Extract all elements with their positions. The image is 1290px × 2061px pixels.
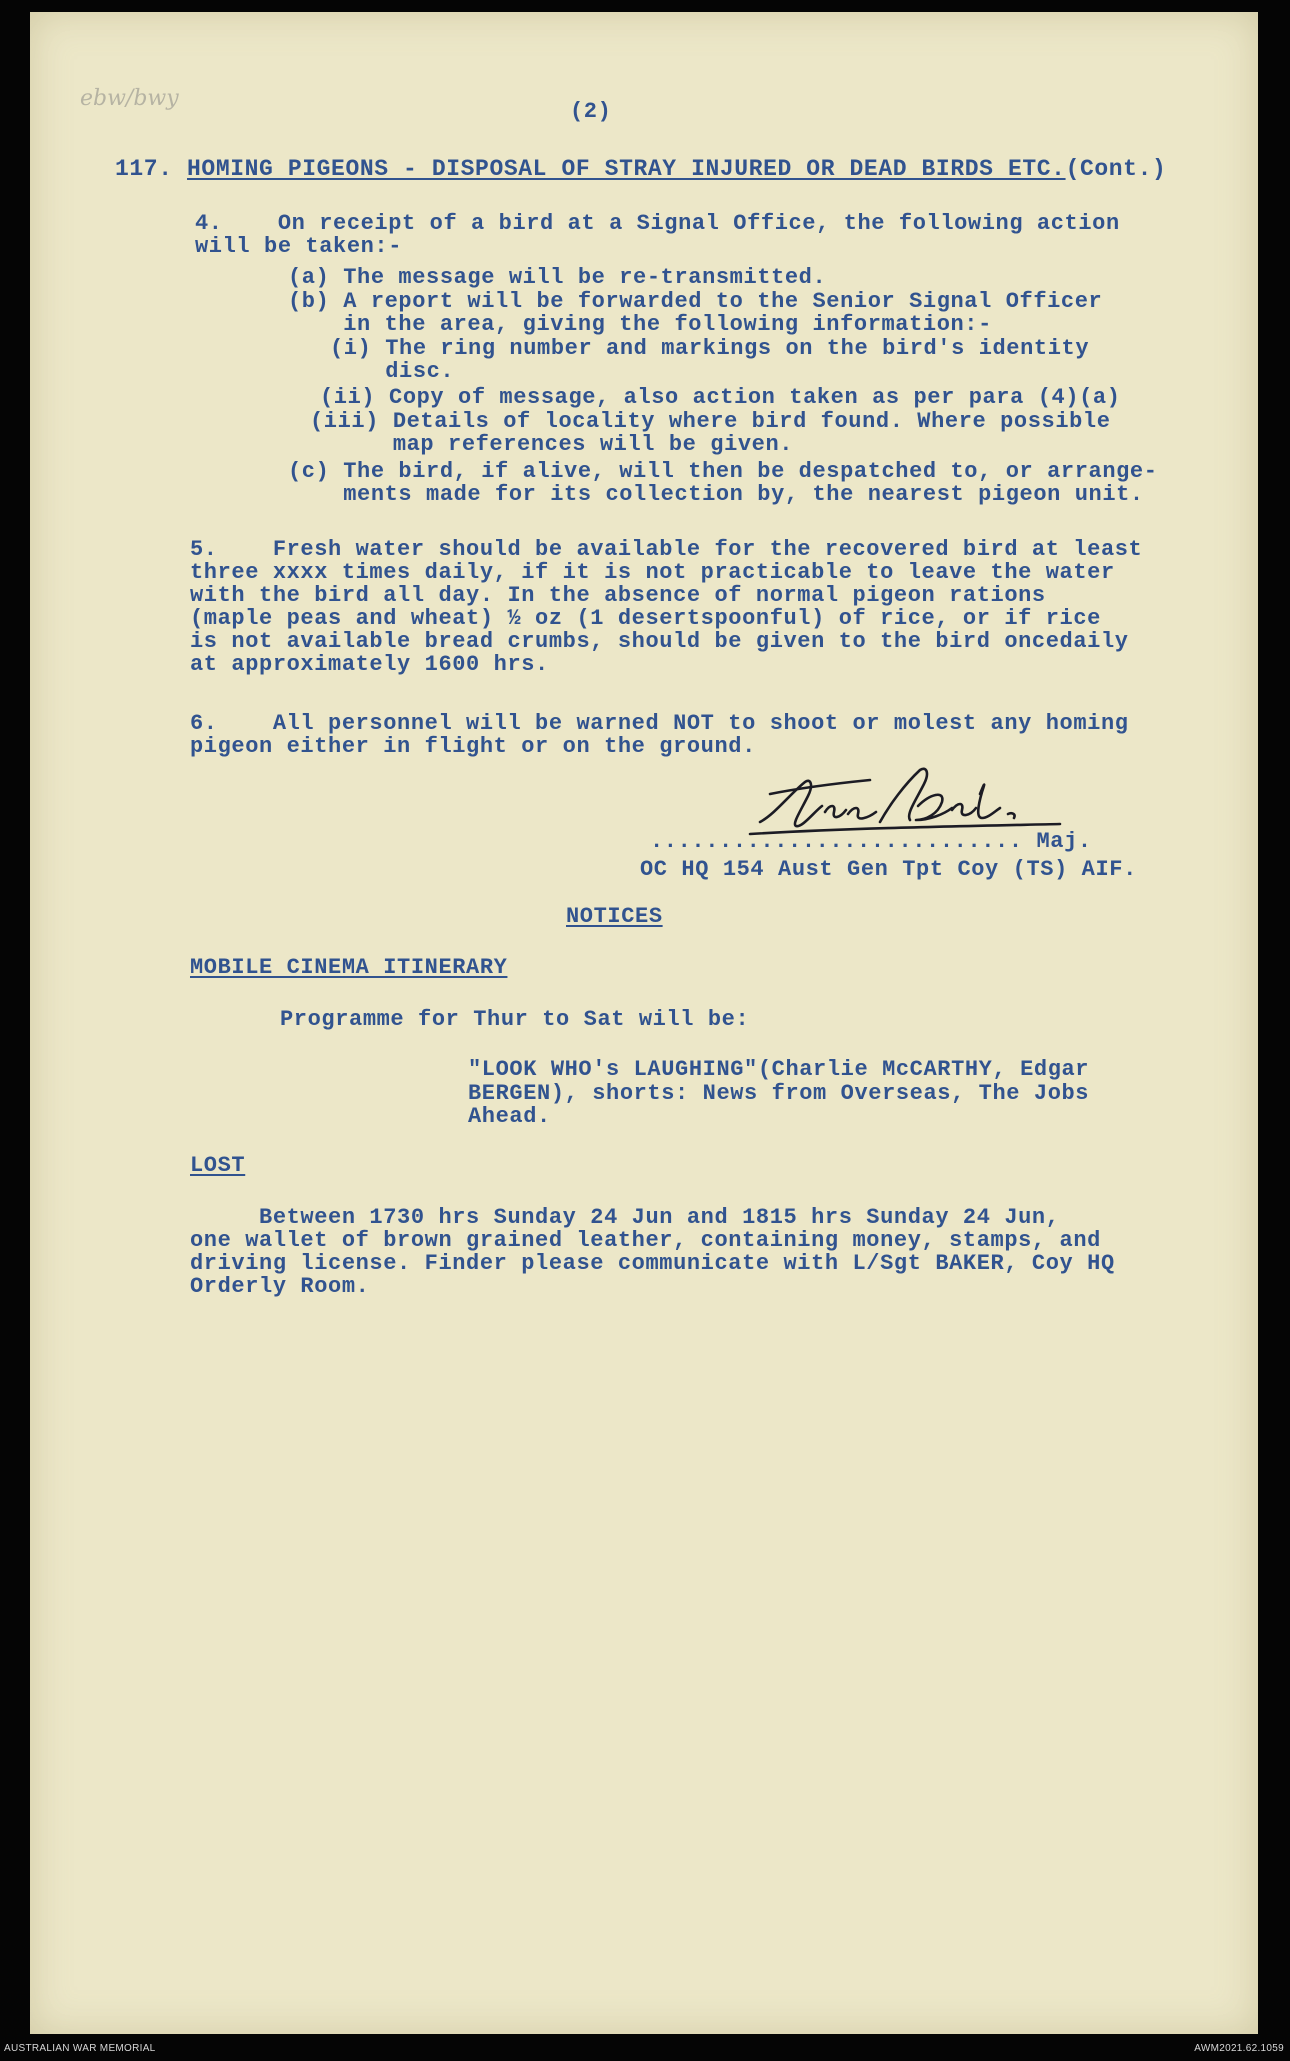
para-4-item-i: (i) The ring number and markings on the bird's identity [330, 336, 1090, 361]
para-5-line: 5. Fresh water should be available for the recovered bird at least [190, 537, 1143, 562]
notices-heading: NOTICES [566, 904, 663, 929]
signature-line [650, 830, 1092, 853]
para-4-item-iii-cont: map references will be given. [310, 432, 794, 457]
signature-rank: Maj. [1036, 829, 1092, 854]
para-117-heading: HOMING PIGEONS - DISPOSAL OF STRAY INJURED OR DEAD BIRDS ETC. [187, 156, 1066, 182]
lost-line: driving license. Finder please communicate with L/Sgt BAKER, Coy HQ [190, 1251, 1115, 1276]
signature-unit: OC HQ 154 Aust Gen Tpt Coy (TS) AIF. [640, 857, 1137, 882]
para-4-item-b: (b) A report will be forwarded to the Senior Signal Officer [288, 289, 1103, 314]
para-4-item-i-cont: disc. [330, 359, 455, 384]
cinema-film-line: BERGEN), shorts: News from Overseas, The Jobs [468, 1081, 1090, 1106]
pencil-annotation: ebw/bwy [80, 86, 179, 111]
cinema-film-line: Ahead. [468, 1104, 551, 1129]
para-4-item-ii: (ii) Copy of message, also action taken as per para (4)(a) [320, 385, 1121, 410]
para-4-item-b-cont: in the area, giving the following information:- [288, 312, 992, 337]
para-117-cont: (Cont.) [1065, 156, 1167, 182]
document-page [30, 12, 1258, 2034]
para-117-number: 117. [115, 156, 173, 182]
para-6-line: pigeon either in flight or on the ground. [190, 734, 756, 759]
para-4-item-iii: (iii) Details of locality where bird found. Where possible [310, 409, 1111, 434]
para-4-item-c: (c) The bird, if alive, will then be despatched to, or arrange- [288, 459, 1158, 484]
lost-line: Between 1730 hrs Sunday 24 Jun and 1815 hrs Sunday 24 Jun, [190, 1205, 1060, 1230]
lost-line: one wallet of brown grained leather, containing money, stamps, and [190, 1228, 1101, 1253]
para-5-line: is not available bread crumbs, should be given to the bird oncedaily [190, 629, 1129, 654]
para-4-line: will be taken:- [195, 234, 403, 259]
page-number: (2) [570, 99, 612, 124]
para-117-heading-row [115, 158, 1166, 181]
para-5-line: with the bird all day. In the absence of normal pigeon rations [190, 583, 1046, 608]
lost-line: Orderly Room. [190, 1274, 370, 1299]
cinema-heading: MOBILE CINEMA ITINERARY [190, 955, 508, 980]
para-4-item-c-cont: ments made for its collection by, the nearest pigeon unit. [288, 482, 1144, 507]
para-6-line: 6. All personnel will be warned NOT to shoot or molest any homing [190, 711, 1129, 736]
para-4-line: 4. On receipt of a bird at a Signal Office, the following action [195, 211, 1120, 236]
lost-heading: LOST [190, 1153, 246, 1178]
para-4-item-a: (a) The message will be re-transmitted. [288, 265, 827, 290]
cinema-programme: Programme for Thur to Sat will be: [280, 1007, 750, 1032]
para-5-line: at approximately 1600 hrs. [190, 652, 549, 677]
footer-institution: AUSTRALIAN WAR MEMORIAL [4, 2043, 156, 2054]
cinema-film-line: "LOOK WHO's LAUGHING"(Charlie McCARTHY, Edgar [468, 1057, 1090, 1082]
footer-accession: AWM2021.62.1059 [1194, 2043, 1284, 2054]
para-5-line: (maple peas and wheat) ½ oz (1 desertspoonful) of rice, or if rice [190, 606, 1101, 631]
para-5-line: three xxxx times daily, if it is not practicable to leave the water [190, 560, 1115, 585]
signature-dots: ........................... [650, 829, 1023, 854]
